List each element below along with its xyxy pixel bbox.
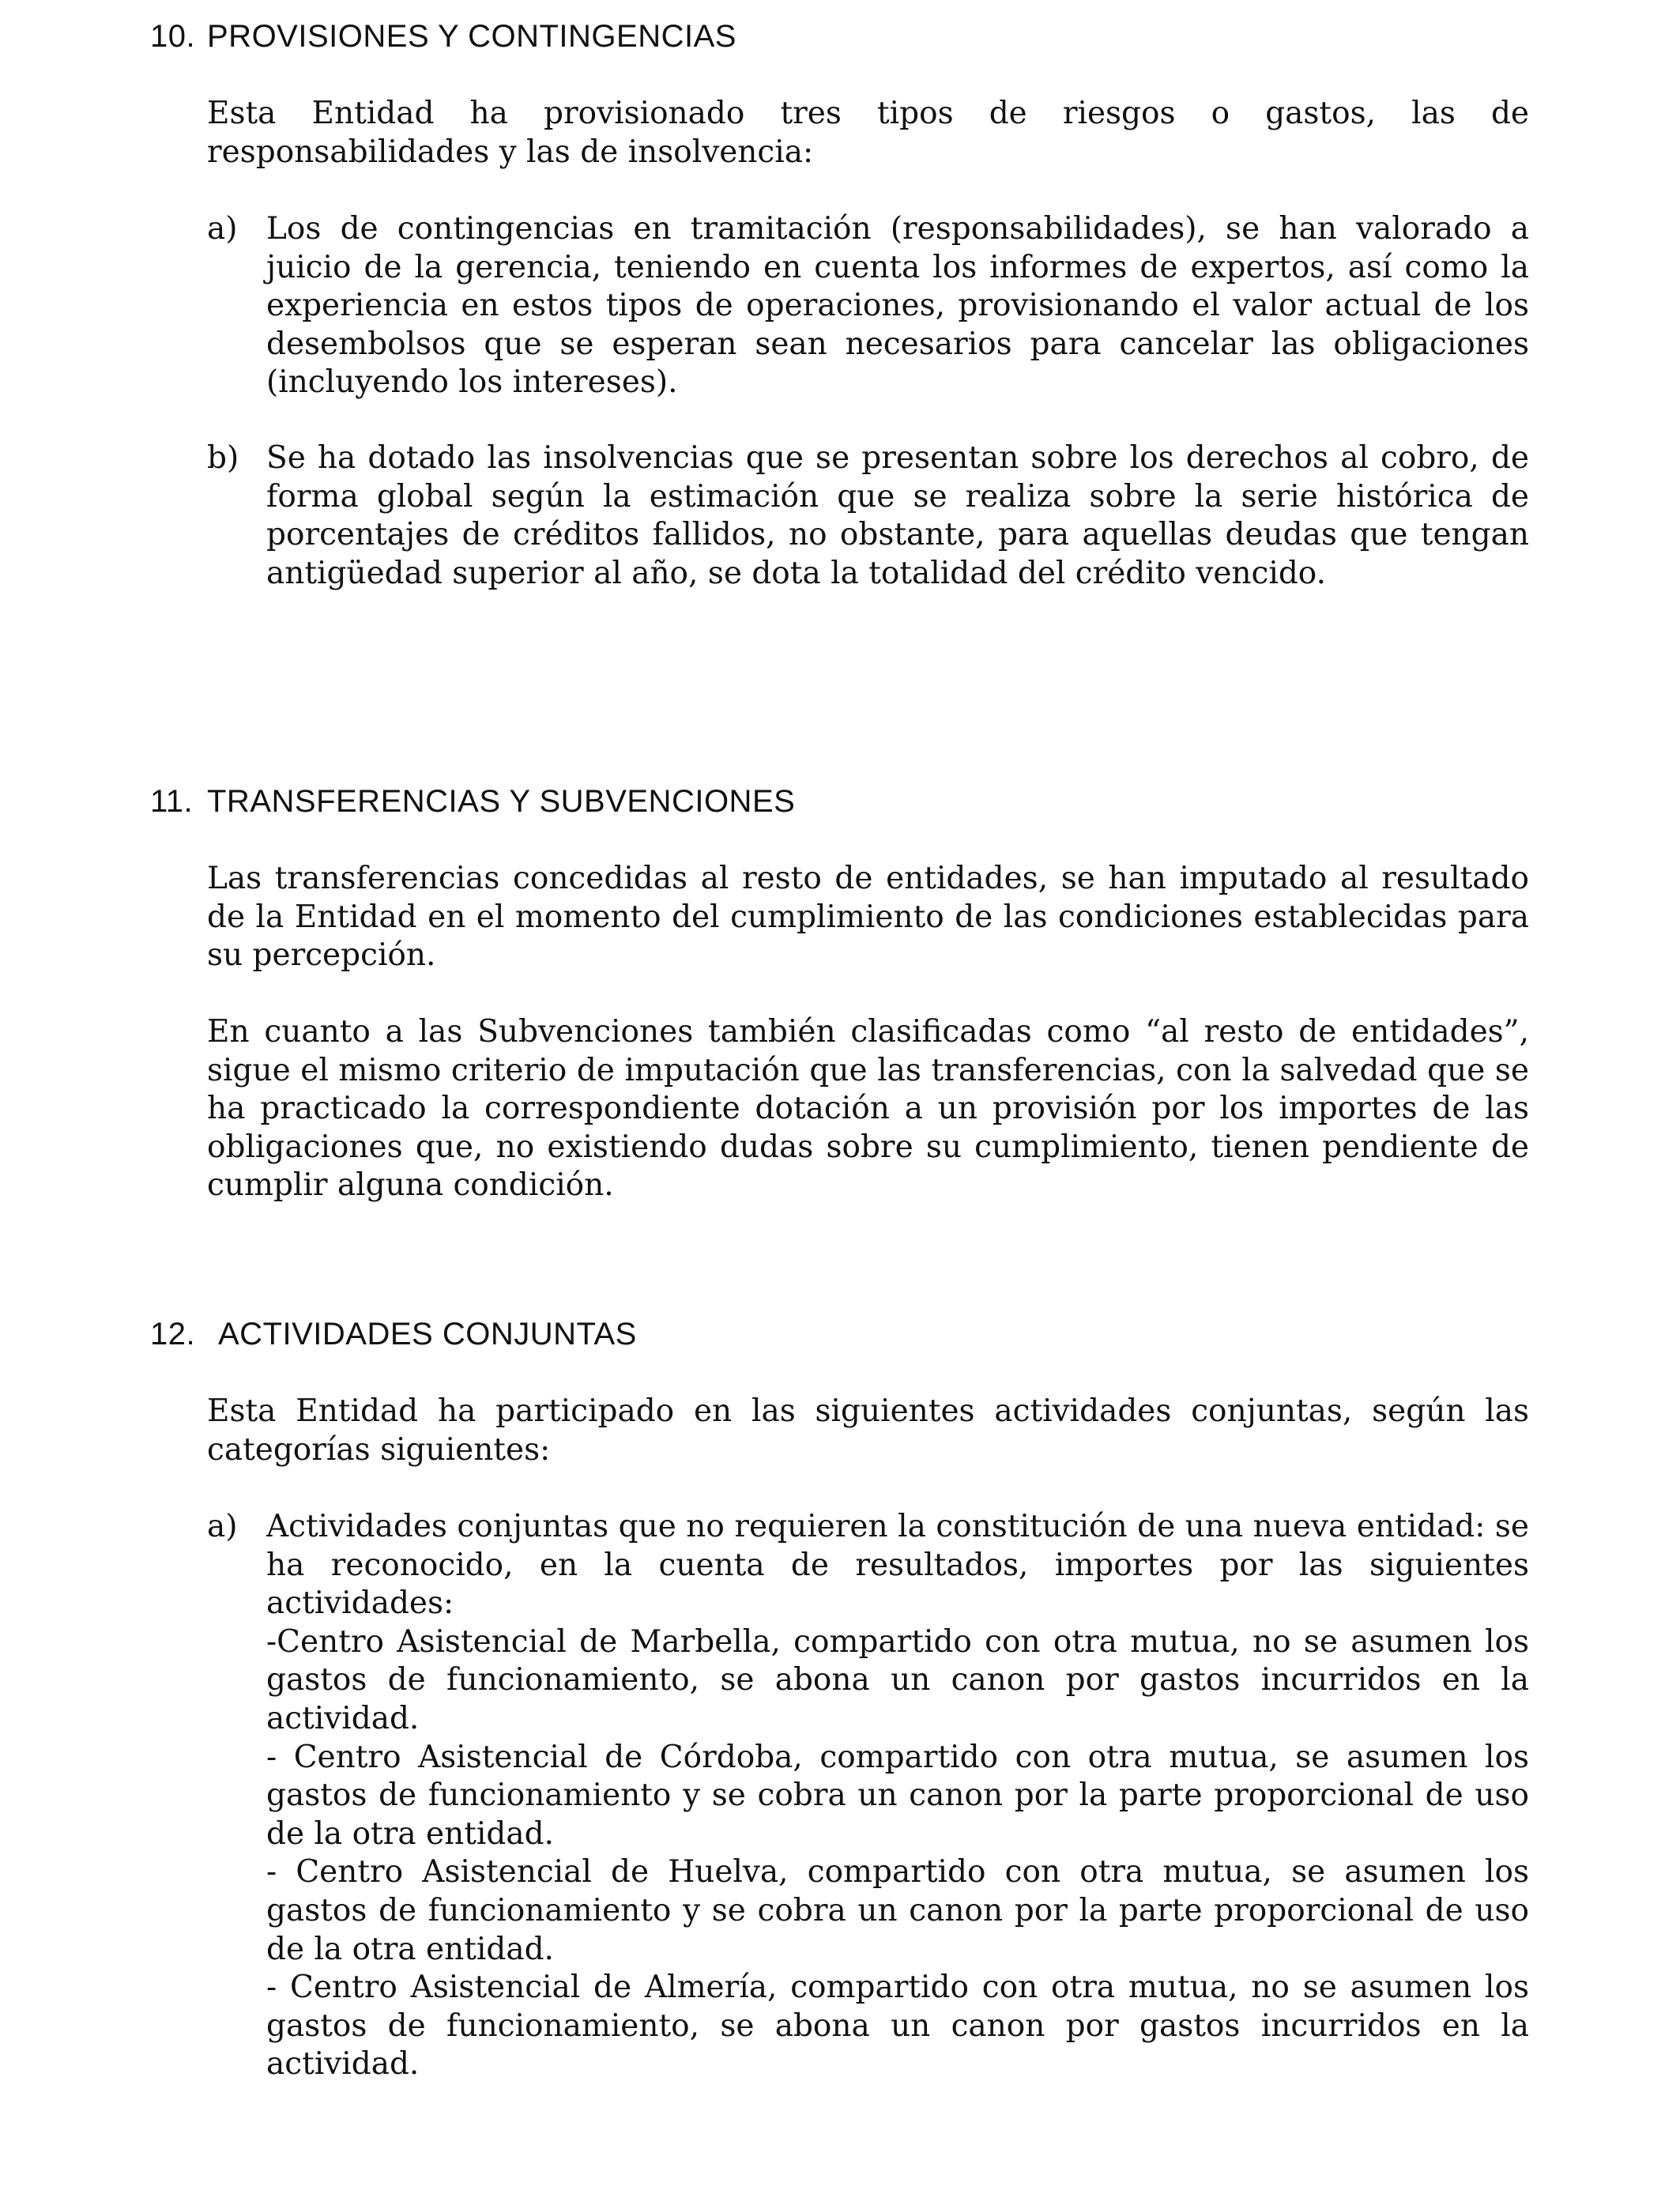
section-10-intro: Esta Entidad ha provisionado tres tipos de riesgos o gastos, las de responsabilidades y las de insolvencia:	[207, 96, 1529, 170]
list-marker: a)	[207, 1509, 238, 1544]
section-12-heading	[150, 1315, 637, 1353]
list-item-text: Se ha dotado las insolvencias que se presentan sobre los derechos al cobro, de forma global según la estimación que se realiza sobre la serie histórica de porcentajes de créditos fallidos, no obstante, para aquellas deudas que tengan antigüedad superior al año, se dota la totalidad del crédito vencido.	[266, 440, 1529, 591]
list-item-text	[266, 1508, 1529, 2084]
section-number: 11.	[150, 784, 194, 819]
item-line: - Centro Asistencial de Córdoba, compartido con otra mutua, se asumen los gastos de funcionamiento y se cobra un canon por la parte proporcional de uso de la otra entidad.	[266, 1739, 1529, 1852]
list-marker: b)	[207, 440, 239, 476]
section-title: ACTIVIDADES CONJUNTAS	[218, 1317, 637, 1351]
section-11-paragraph-2: En cuanto a las Subvenciones también clasificadas como “al resto de entidades”, sigue el mismo criterio de imputación que las transferencias, con la salvedad que se ha practicado la correspondiente dotación a un provisión por los importes de las obligaciones que, no existiendo dudas sobre su cumplimiento, tienen pendiente de cumplir alguna condición.	[207, 1014, 1529, 1204]
list-item-text: Los de contingencias en tramitación (responsabilidades), se han valorado a juicio de la gerencia, teniendo en cuenta los informes de expertos, así como la experiencia en estos tipos de operaciones, provisionando el valor actual de los desembolsos que se esperan sean necesarios para cancelar las obligaciones (incluyendo los intereses).	[266, 211, 1529, 401]
section-10-heading	[150, 17, 736, 55]
section-11-paragraph-1: Las transferencias concedidas al resto de entidades, se han imputado al resultado de la Entidad en el momento del cumplimiento de las condiciones establecidas para su percepción.	[207, 861, 1529, 974]
section-11-heading	[150, 782, 795, 820]
section-title: TRANSFERENCIAS Y SUBVENCIONES	[207, 784, 796, 819]
item-line: - Centro Asistencial de Huelva, compartido con otra mutua, se asumen los gastos de funcionamiento y se cobra un canon por la parte proporcional de uso de la otra entidad.	[266, 1854, 1529, 1967]
section-12-intro: Esta Entidad ha participado en las siguientes actividades conjuntas, según las categorías siguientes:	[207, 1393, 1529, 1468]
section-number: 12.	[150, 1317, 196, 1351]
item-line: Actividades conjuntas que no requieren la constitución de una nueva entidad: se ha reconocido, en la cuenta de resultados, importes por las siguientes actividades:	[266, 1509, 1529, 1622]
list-marker: a)	[207, 211, 238, 247]
section-title: PROVISIONES Y CONTINGENCIAS	[207, 19, 736, 54]
item-line: -Centro Asistencial de Marbella, compartido con otra mutua, no se asumen los gastos de funcionamiento, se abona un canon por gastos incurridos en la actividad.	[266, 1623, 1529, 1736]
section-10-item-a	[207, 210, 1529, 402]
section-number: 10.	[150, 19, 196, 54]
section-12-item-a	[207, 1508, 1529, 2084]
section-10-item-b	[207, 439, 1529, 593]
item-line: - Centro Asistencial de Almería, compartido con otra mutua, no se asumen los gastos de funcionamiento, se abona un canon por gastos incurridos en la actividad.	[266, 1970, 1529, 2083]
